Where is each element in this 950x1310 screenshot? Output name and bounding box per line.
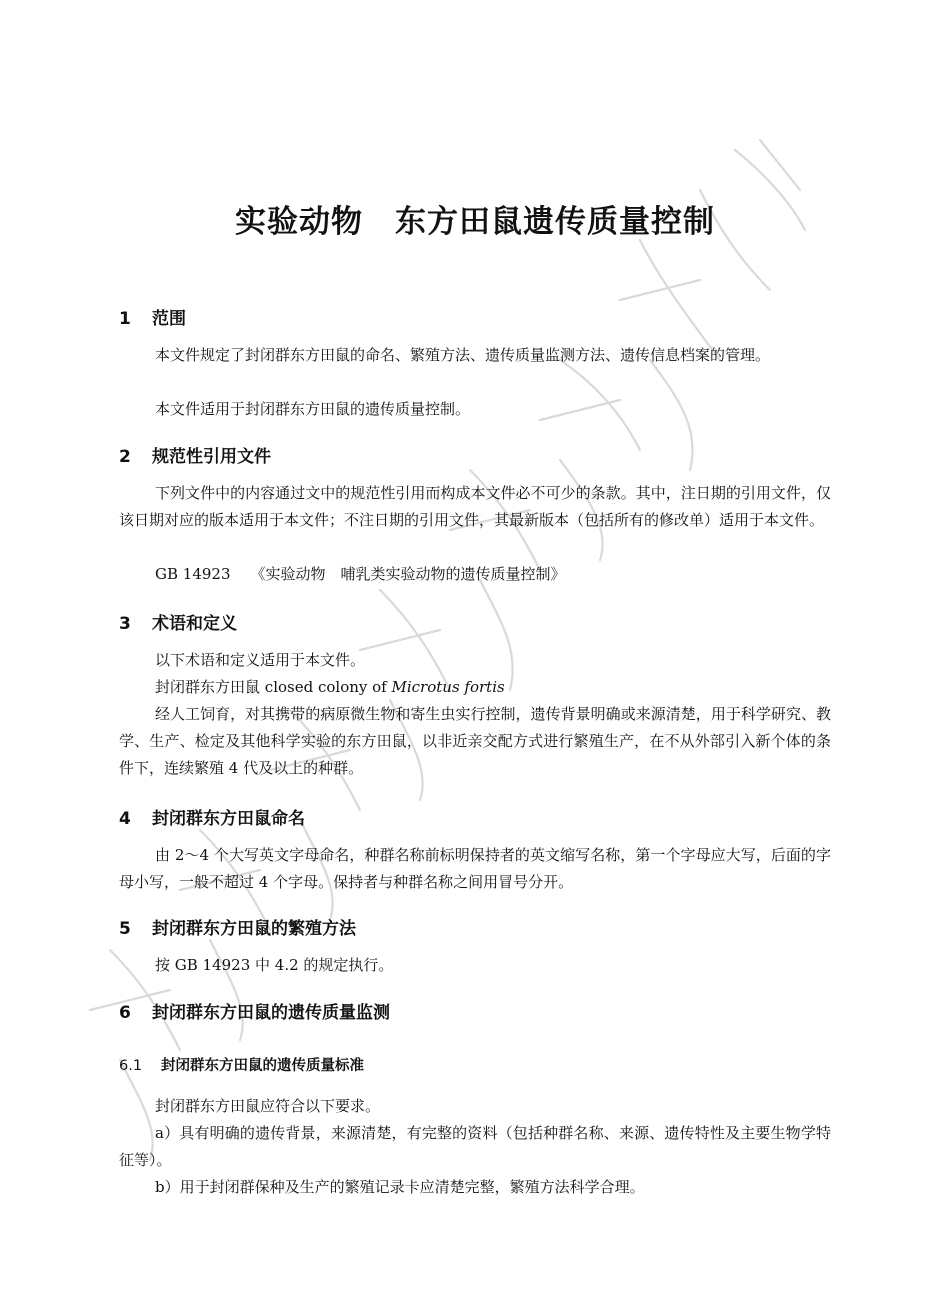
section-number: 4 — [119, 809, 131, 829]
list-item-b: b）用于封闭群保种及生产的繁殖记录卡应清楚完整，繁殖方法科学合理。 — [155, 1178, 645, 1196]
section-heading-1 — [119, 304, 186, 329]
document-title: 实验动物 东方田鼠遗传质量控制 — [235, 204, 715, 240]
paragraph: 以下术语和定义适用于本文件。 — [155, 651, 366, 669]
term-entry — [119, 674, 831, 701]
paragraph: 本文件规定了封闭群东方田鼠的命名、繁殖方法、遗传质量监测方法、遗传信息档案的管理。 — [155, 346, 771, 364]
paragraph: 按 GB 14923 中 4.2 的规定执行。 — [155, 956, 394, 974]
term-latin: Microtus fortis — [391, 678, 505, 696]
section-number: 5 — [119, 919, 131, 939]
section-title: 范围 — [152, 309, 186, 329]
section-number: 1 — [119, 309, 131, 329]
subsection-number: 6.1 — [119, 1058, 143, 1074]
section-heading-2 — [119, 442, 271, 467]
subsection-title: 封闭群东方田鼠的遗传质量标准 — [161, 1058, 364, 1074]
section-number: 3 — [119, 614, 131, 634]
paragraph: 封闭群东方田鼠应符合以下要求。 — [155, 1097, 381, 1115]
reference-entry — [119, 561, 831, 588]
subsection-heading-6-1 — [119, 1054, 364, 1075]
section-title: 术语和定义 — [152, 614, 237, 634]
section-heading-4 — [119, 804, 305, 829]
term-english: closed colony of — [264, 678, 387, 696]
term-chinese: 封闭群东方田鼠 — [155, 678, 261, 696]
section-heading-3 — [119, 609, 237, 634]
section-title: 规范性引用文件 — [152, 447, 271, 467]
reference-code: GB 14923 — [155, 565, 231, 583]
term-definition: 经人工饲育，对其携带的病原微生物和寄生虫实行控制，遗传背景明确或来源清楚，用于科学研究、教学、生产、检定及其他科学实验的东方田鼠，以非近亲交配方式进行繁殖生产，在不从外部引入新个体的条件下，连续繁殖 4 代及以上的种群。 — [119, 705, 831, 777]
section-title: 封闭群东方田鼠命名 — [152, 809, 305, 829]
paragraph: 本文件适用于封闭群东方田鼠的遗传质量控制。 — [155, 400, 471, 418]
paragraph: 下列文件中的内容通过文中的规范性引用而构成本文件必不可少的条款。其中，注日期的引用文件，仅该日期对应的版本适用于本文件；不注日期的引用文件，其最新版本（包括所有的修改单）适用于本文件。 — [119, 484, 831, 529]
section-number: 2 — [119, 447, 131, 467]
section-title: 封闭群东方田鼠的繁殖方法 — [152, 919, 356, 939]
section-heading-6 — [119, 998, 390, 1023]
paragraph: 由 2～4 个大写英文字母命名，种群名称前标明保持者的英文缩写名称，第一个字母应大写，后面的字母小写，一般不超过 4 个字母。保持者与种群名称之间用冒号分开。 — [119, 846, 831, 891]
section-heading-5 — [119, 914, 356, 939]
list-item-a: a）具有明确的遗传背景，来源清楚，有完整的资料（包括种群名称、来源、遗传特性及主要生物学特征等）。 — [119, 1124, 831, 1169]
section-title: 封闭群东方田鼠的遗传质量监测 — [152, 1003, 390, 1023]
reference-name: 《实验动物 哺乳类实验动物的遗传质量控制》 — [250, 565, 566, 583]
section-number: 6 — [119, 1003, 131, 1023]
